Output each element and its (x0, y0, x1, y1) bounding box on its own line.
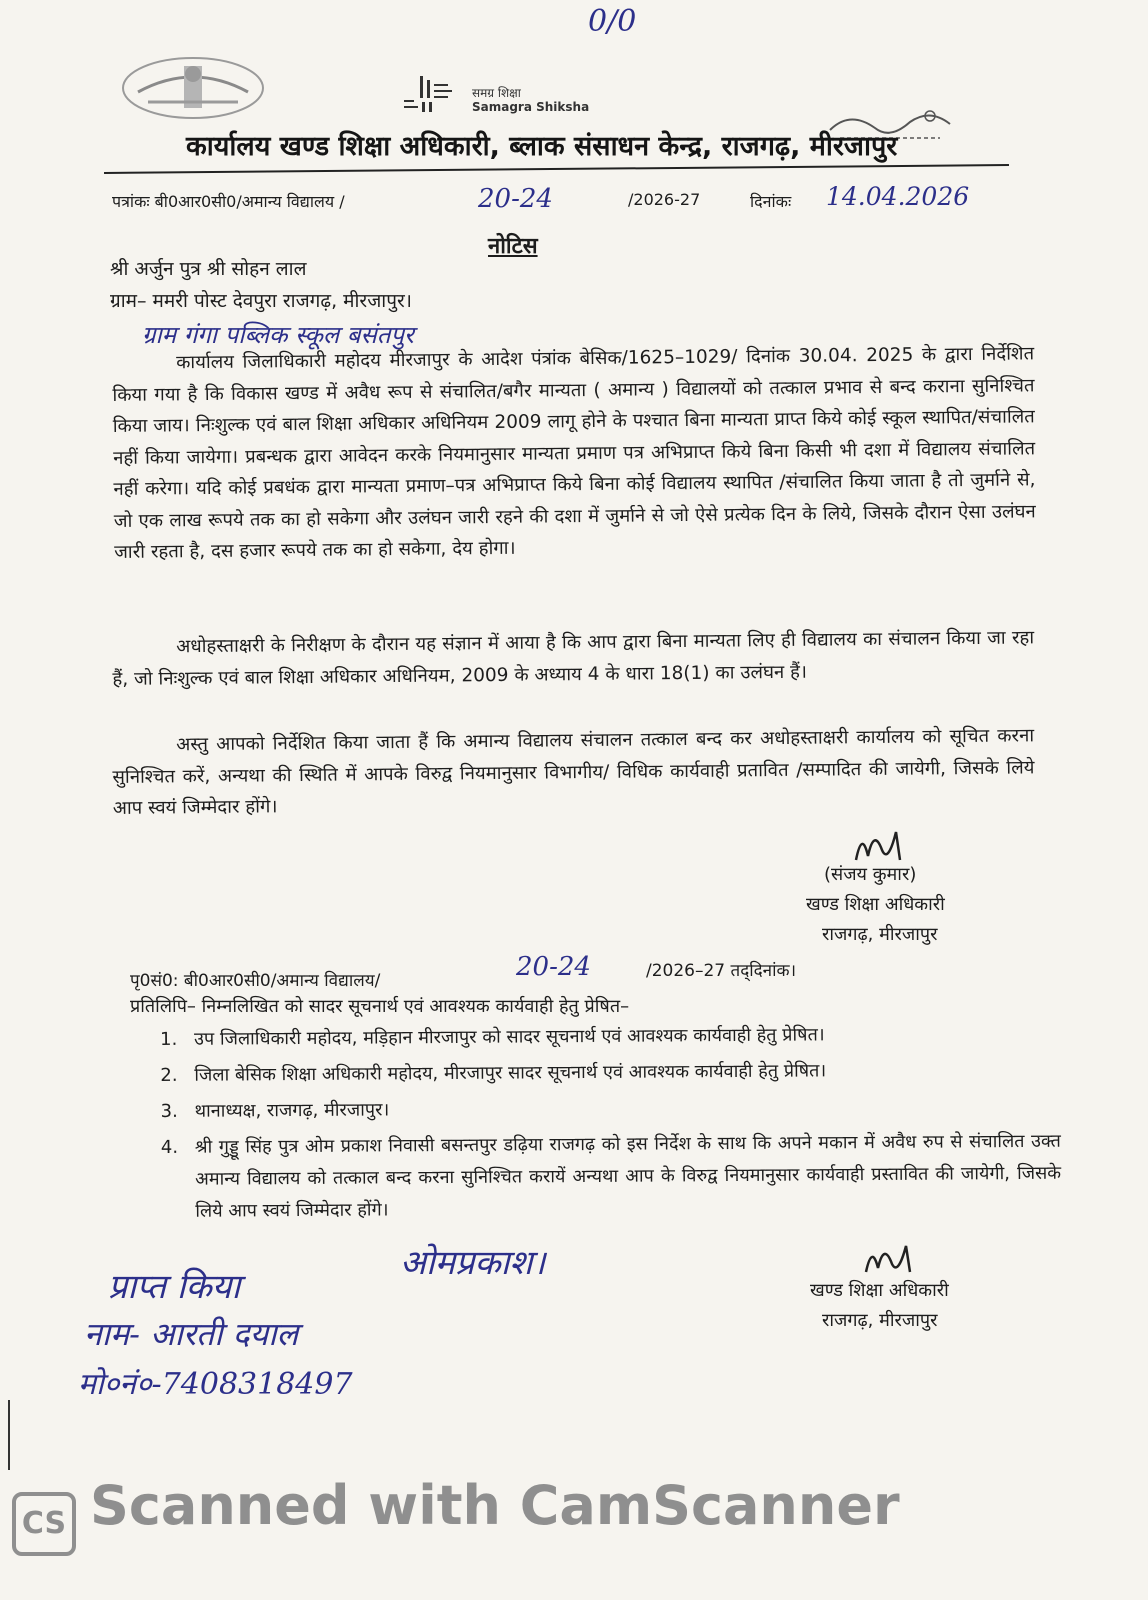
signatory-place: राजगढ़, मीरजापुर (822, 924, 938, 945)
logo-text-hindi: समग्र शिक्षा (472, 86, 521, 100)
logo-text-english: Samagra Shiksha (472, 100, 590, 114)
ref-year: /2026-27 (628, 190, 701, 209)
list-item-number: 2. (160, 1064, 178, 1086)
handwritten-mobile: मो०नं०-7408318497 (78, 1367, 353, 1402)
samagra-shiksha-logo-icon (400, 72, 458, 114)
paragraph-2: अधोहस्ताक्षरी के निरीक्षण के दौरान यह संज्ञान में आया है कि आप द्वारा बिना मान्यता लिए ही विद्यालय का संचालन किया जा रहा हैं, जो निःशुल्क एवं बाल शिक्षा अधिकार अधिनियम, 2009 के अध्याय 4 के धारा 18(1) का उलंघन हैं। (112, 627, 1035, 690)
top-handwritten-mark: 0/0 (588, 4, 637, 39)
list-item (161, 1126, 1062, 1228)
ref-prefix: पत्रांकः बी0आर0सी0/अमान्य विद्यालय / (112, 192, 345, 211)
list-item-number: 3. (160, 1100, 178, 1122)
government-emblem-logo (118, 52, 268, 122)
list-item-text: जिला बेसिक शिक्षा अधिकारी महोदय, मीरजापुर सादर सूचनार्थ एवं आवश्यक कार्यवाही हेतु प्रेषित। (194, 1060, 827, 1086)
handwritten-name: नाम- आरती दयाल (84, 1315, 299, 1353)
handwritten-receiver-signature: ओमप्रकाश। (400, 1243, 546, 1283)
signatory2-title: खण्ड शिक्षा अधिकारी (810, 1280, 949, 1301)
signatory-title: खण्ड शिक्षा अधिकारी (806, 894, 945, 915)
signatory2-place: राजगढ़, मीरजापुर (822, 1310, 938, 1331)
notice-title: नोटिस (488, 234, 538, 259)
signature-scribble-2 (858, 1236, 918, 1280)
handwritten-received: प्राप्त किया (108, 1267, 241, 1307)
signature-scribble-1 (848, 820, 908, 868)
addressee-line-1: श्री अर्जुन पुत्र श्री सोहन लाल (110, 258, 307, 280)
signatory-name: (संजय कुमार) (824, 864, 917, 885)
ref-date-label: दिनांकः (750, 192, 792, 211)
addressee-handwritten-school: ग्राम गंगा पब्लिक स्कूल बसंतपुर (142, 321, 414, 349)
heading-rule (104, 164, 1009, 174)
page-edge-line (8, 1400, 10, 1470)
list-item-number: 4. (160, 1136, 179, 1158)
copy-ref-number-handwritten: 20-24 (516, 952, 591, 982)
list-item-number: 1. (160, 1028, 178, 1050)
list-item (160, 1018, 1060, 1056)
copy-ref-prefix: पृ0सं0: बी0आर0सी0/अमान्य विद्यालय/ (130, 971, 381, 991)
camscanner-watermark: Scanned with CamScanner (90, 1474, 900, 1537)
copy-ref-suffix: /2026–27 तद्‌दिनांक। (646, 961, 797, 981)
paragraph-3: अस्तु आपको निर्देशित किया जाता हैं कि अमान्य विद्यालय संचालन तत्काल बन्द कर अधोहस्ताक्षरी कार्यालय को सूचित करना सुनिश्चित करें, अन्यथा की स्थिति में आपके विरुद्व नियमानुसार विभागीय/ विधिक कार्यवाही प्रतावित /सम्पादित की जायेगी, जिसके लिये आप स्वयं जिम्मेदार होंगे। (112, 725, 1035, 819)
list-item-text: उप जिलाधिकारी महोदय, मड़िहान मीरजापुर को सादर सूचनार्थ एवं आवश्यक कार्यवाही हेतु प्रेषित। (194, 1024, 825, 1050)
list-item-text: थानाध्यक्ष, राजगढ़, मीरजापुर। (194, 1099, 390, 1122)
list-item (161, 1090, 1061, 1128)
list-item (160, 1054, 1060, 1092)
list-item-text: श्री गुड्डू सिंह पुत्र ओम प्रकाश निवासी बसन्तपुर डढ़िया राजगढ़ को इस निर्देश के साथ कि अपने मकान में अवैध रुप से संचालित उक्त अमान्य विद्यालय को तत्काल बन्द करना सुनिश्चित करायें अन्यथा आप के विरुद्व नियमानुसार कार्यवाही प्रस्तावित की जायेगी, जिसके लिये आप स्वयं जिम्मेदार होंगे। (194, 1130, 1062, 1222)
paragraph-1: कार्यालय जिलाधिकारी महोदय मीरजापुर के आदेश पंत्रांक बेसिक/1625–1029/ दिनांक 30.04. 2025 के द्वारा निर्देशित किया गया है कि विकास खण्ड में अवैध रूप से संचालित/बगैर मान्यता ( अमान्य ) विद्यालयों को तत्काल प्रभाव से बन्द कराना सुनिश्चित किया जाय। निःशुल्क एवं बाल शिक्षा अधिकार अधिनियम 2009 लागू होने के पश्चात बिना मान्यता प्राप्त किये कोई स्कूल स्थापित/संचालित नहीं किया जायेगा। प्रबन्धक द्वारा आवेदन करके नियमानुसार मान्यता प्रमाण पत्र अभिप्राप्त किये बिना किसी भी दशा में विद्यालय संचालित नहीं करेगा। यदि कोई प्रबधंक द्वारा मान्यता प्रमाण–पत्र अभिप्राप्त किये बिना कोई विद्यालय स्थापित /संचालित किया जाता है तो जुर्माने से, जो एक लाख रूपये तक का हो सकेगा और उलंघन जारी रहने की दशा में जुर्माने से जो ऐसे प्रत्येक दिन के लिये, जिसके दौरान ऐसा उलंघन जारी रहता है, दस हजार रूपये तक का हो सकेगा, देय होगा। (112, 343, 1036, 563)
ref-number-handwritten: 20-24 (478, 184, 553, 214)
office-heading: कार्यालय खण्ड शिक्षा अधिकारी, ब्लाक संसाधन केन्द्र, राजगढ़, मीरजापुर (186, 131, 898, 162)
ref-date-handwritten: 14.04.2026 (826, 182, 970, 211)
addressee-line-2: ग्राम– ममरी पोस्ट देवपुरा राजगढ़, मीरजापुर। (110, 290, 412, 312)
copy-intro: प्रतिलिपि– निम्नलिखित को सादर सूचनार्थ एवं आवश्यक कार्यवाही हेतु प्रेषित– (130, 996, 630, 1017)
copy-list (160, 1018, 1061, 1232)
camscanner-badge: CS (12, 1492, 76, 1556)
